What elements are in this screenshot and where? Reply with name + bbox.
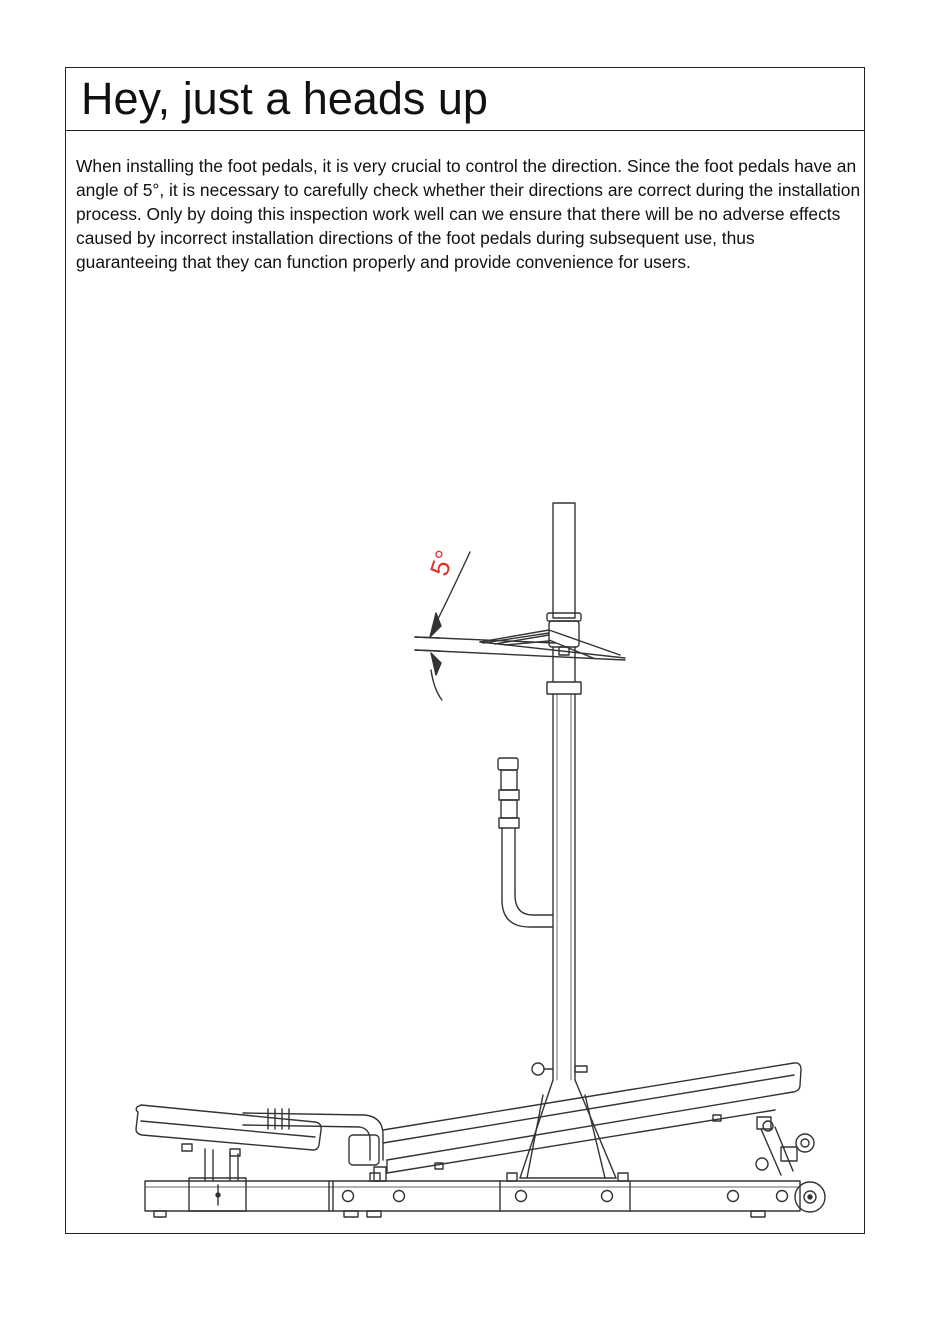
adjustment-knob	[532, 1063, 587, 1075]
foot-pedal-diagram	[65, 495, 865, 1225]
caster-wheel-assembly	[756, 1117, 825, 1212]
equipment-line-drawing	[65, 495, 865, 1225]
base-frame-rail	[145, 1173, 800, 1217]
page-title: Hey, just a heads up	[81, 73, 488, 124]
right-incline-board	[383, 1063, 801, 1173]
left-handle	[243, 1109, 386, 1181]
title-bar	[66, 68, 864, 131]
angle-label: 5°	[423, 546, 460, 580]
handle-grip	[498, 758, 553, 927]
main-upright-post	[547, 503, 581, 1080]
notice-paragraph: When installing the foot pedals, it is very crucial to control the direction. Since the foot pedals have an angle of 5°, it is necessary to carefully check whether their directions are correct during the installation process. Only by doing this inspection work well can we ensure that there will be no adverse effects caused by incorrect installation directions of the foot pedals during subsequent use, thus guaranteeing that they can function properly and provide convenience for users.	[76, 156, 861, 272]
left-foot-plate	[136, 1105, 321, 1181]
